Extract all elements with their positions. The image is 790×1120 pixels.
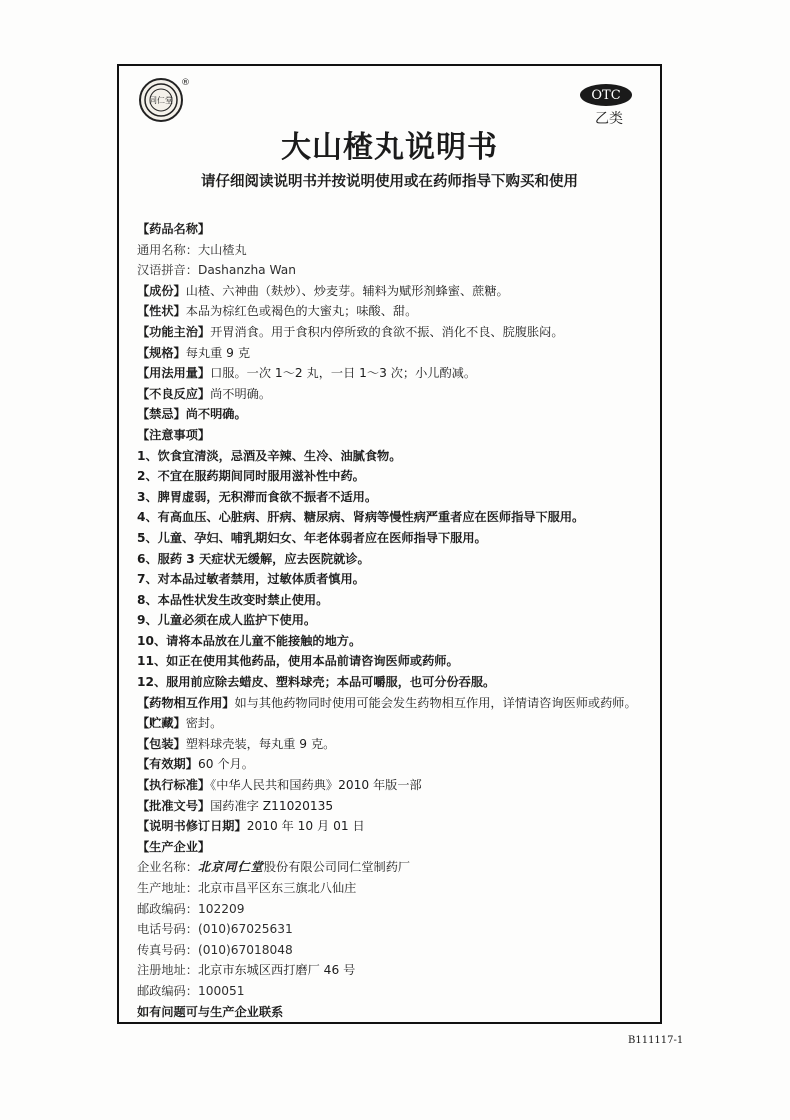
ingredients-row <box>137 281 650 302</box>
company-label: 企业名称： <box>137 860 198 875</box>
ingredients-label: 【成份】 <box>137 283 186 298</box>
adverse-value: 尚不明确。 <box>210 386 272 401</box>
pinyin-row <box>137 260 650 281</box>
storage-row <box>137 713 650 734</box>
precaution-item: 7、对本品过敏者禁用，过敏体质者慎用。 <box>137 572 365 587</box>
postcode2-value: 100051 <box>197 983 245 998</box>
precaution-item: 11、如正在使用其他药品，使用本品前请咨询医师或药师。 <box>137 654 459 669</box>
phone-label: 电话号码： <box>137 922 198 937</box>
dosage-row <box>137 363 650 384</box>
approval-row <box>137 796 650 817</box>
pinyin-value: Dashanzha Wan <box>197 263 296 278</box>
company-value: 股份有限公司同仁堂制药厂 <box>263 860 411 875</box>
character-value: 本品为棕红色或褐色的大蜜丸；味酸、甜。 <box>185 304 418 319</box>
approval-label: 【批准文号】 <box>137 798 211 813</box>
standard-label: 【执行标准】 <box>137 778 211 793</box>
address-value: 北京市昌平区东三旗北八仙庄 <box>197 881 357 895</box>
leaflet-content <box>137 219 650 1022</box>
contraindication-value: 尚不明确。 <box>185 407 247 422</box>
package-label: 【包装】 <box>137 736 186 751</box>
package-row <box>137 734 650 755</box>
standard-row <box>137 775 650 796</box>
precautions-header: 【注意事项】 <box>137 427 211 442</box>
generic-name-value: 大山楂丸 <box>197 242 247 257</box>
revision-value: 2010 年 10 月 01 日 <box>246 819 365 834</box>
registered-address-value: 北京市东城区西打磨厂 46 号 <box>197 963 356 978</box>
ingredients-value: 山楂、六神曲（麸炒）、炒麦芽。辅料为赋形剂蜂蜜、蔗糖。 <box>185 283 509 298</box>
precaution-item: 9、儿童必须在成人监护下使用。 <box>137 613 317 628</box>
precaution-item: 3、脾胃虚弱，无积滞而食欲不振者不适用。 <box>137 489 378 504</box>
indication-row <box>137 322 650 343</box>
company-row <box>137 857 650 878</box>
otc-class-label: 乙类 <box>595 111 623 127</box>
manufacturer-header: 【生产企业】 <box>137 839 211 854</box>
dosage-value: 口服。一次 1～2 丸，一日 1～3 次；小儿酌减。 <box>210 366 477 381</box>
precaution-item: 2、不宜在服药期间同时服用滋补性中药。 <box>137 469 365 484</box>
validity-value: 60 个月。 <box>197 757 254 772</box>
company-brand: 北京同仁堂 <box>197 860 264 875</box>
generic-name-label: 通用名称： <box>137 242 198 257</box>
postcode2-label: 邮政编码： <box>137 983 198 998</box>
spec-label: 【规格】 <box>137 345 186 360</box>
generic-name-row <box>137 240 650 261</box>
seal-icon <box>143 82 179 118</box>
precaution-item: 4、有高血压、心脏病、肝病、糖尿病、肾病等慢性病严重者应在医师指导下服用。 <box>137 510 585 525</box>
address-label: 生产地址： <box>137 881 198 895</box>
adverse-label: 【不良反应】 <box>137 386 211 401</box>
logo-text: 同仁堂 <box>149 96 173 105</box>
registered-mark: ® <box>181 78 190 88</box>
approval-value: 国药准字 Z11020135 <box>210 798 334 813</box>
spec-value: 每丸重 9 克 <box>185 345 251 360</box>
postcode-value: 102209 <box>197 901 245 916</box>
spec-row <box>137 343 650 364</box>
drug-name-header: 【药品名称】 <box>137 222 211 236</box>
fax-label: 传真号码： <box>137 942 198 957</box>
precaution-item: 5、儿童、孕妇、哺乳期妇女、年老体弱者应在医师指导下服用。 <box>137 530 487 545</box>
document-title: 大山楂丸说明书 <box>281 130 498 165</box>
registered-address-row <box>137 960 650 981</box>
revision-row <box>137 816 650 837</box>
address-row <box>137 878 650 899</box>
contraindication-row <box>137 404 650 425</box>
precaution-item: 6、服药 3 天症状无缓解，应去医院就诊。 <box>137 551 370 566</box>
storage-label: 【贮藏】 <box>137 716 186 731</box>
document-subtitle: 请仔细阅读说明书并按说明使用或在药师指导下购买和使用 <box>201 174 578 190</box>
dosage-label: 【用法用量】 <box>137 366 211 381</box>
leaflet-frame <box>117 64 662 1024</box>
tongrentang-logo <box>139 78 183 122</box>
registered-address-label: 注册地址： <box>137 963 198 978</box>
precaution-item: 1、饮食宜清淡，忌酒及辛辣、生冷、油腻食物。 <box>137 448 402 463</box>
postcode-label: 邮政编码： <box>137 901 198 916</box>
pinyin-label: 汉语拼音： <box>137 263 198 278</box>
otc-badge: OTC <box>580 84 632 106</box>
postcode-row <box>137 899 650 920</box>
interaction-value: 如与其他药物同时使用可能会发生药物相互作用，详情请咨询医师或药师。 <box>234 695 637 710</box>
storage-value: 密封。 <box>185 716 223 731</box>
interaction-label: 【药物相互作用】 <box>137 695 235 710</box>
precaution-item: 12、服用前应除去蜡皮、塑料球壳；本品可嚼服，也可分份吞服。 <box>137 675 496 690</box>
character-label: 【性状】 <box>137 304 186 319</box>
interaction-row <box>137 693 650 714</box>
indication-label: 【功能主治】 <box>137 324 211 339</box>
document-code: B111117-1 <box>628 1035 684 1046</box>
package-value: 塑料球壳装，每丸重 9 克。 <box>185 736 336 751</box>
validity-label: 【有效期】 <box>137 757 198 772</box>
standard-value: 《中华人民共和国药典》2010 年版一部 <box>210 778 422 793</box>
fax-row <box>137 940 650 961</box>
character-row <box>137 301 650 322</box>
postcode2-row <box>137 981 650 1002</box>
precaution-item: 8、本品性状发生改变时禁止使用。 <box>137 592 329 607</box>
phone-value: (010)67025631 <box>197 922 293 937</box>
validity-row <box>137 754 650 775</box>
revision-label: 【说明书修订日期】 <box>137 819 247 834</box>
contact-note: 如有问题可与生产企业联系 <box>137 1004 284 1019</box>
contraindication-label: 【禁忌】 <box>137 407 186 422</box>
fax-value: (010)67018048 <box>197 942 293 957</box>
phone-row <box>137 919 650 940</box>
indication-value: 开胃消食。用于食积内停所致的食欲不振、消化不良、脘腹胀闷。 <box>210 324 564 339</box>
precaution-item: 10、请将本品放在儿童不能接触的地方。 <box>137 633 362 648</box>
adverse-row <box>137 384 650 405</box>
